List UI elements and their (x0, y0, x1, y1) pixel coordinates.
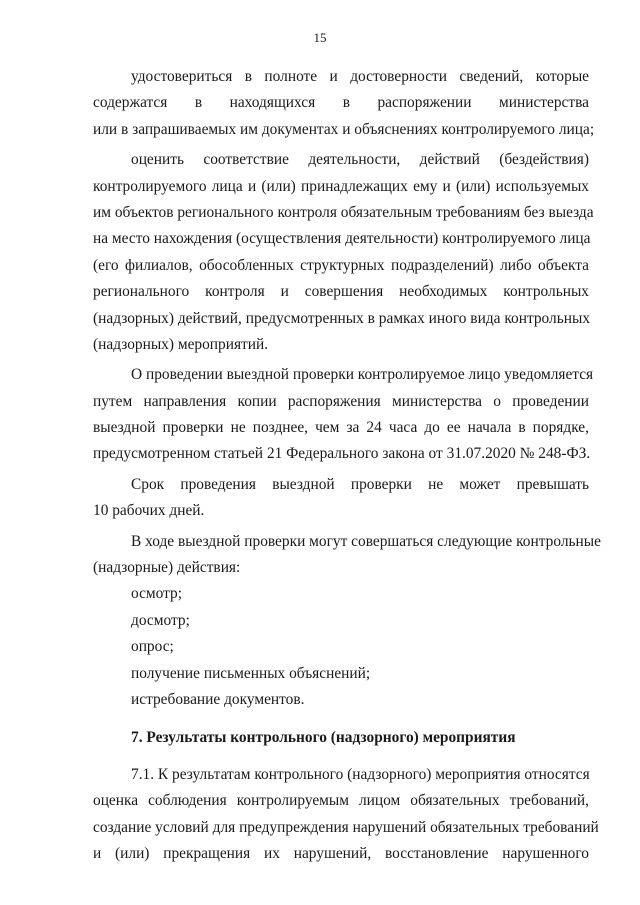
text-line: им объектов регионального контроля обязательным требованиям без выезда (93, 203, 594, 221)
text-line: В ходе выездной проверки могут совершаться следующие контрольные (131, 532, 601, 550)
list-item: истребование документов. (131, 690, 305, 708)
text-line: оценка соблюдения контролируемым лицом обязательных требований, (93, 792, 589, 810)
text-line: (его филиалов, обособленных структурных подразделений) либо объекта (93, 256, 589, 274)
text-line: удостовериться в полноте и достоверности сведений, которые (131, 68, 589, 85)
text-line: путем направления копии распоряжения министерства о проведении (93, 392, 589, 410)
text-line: (надзорные) действия: (93, 559, 241, 577)
text-line: выездной проверки не позднее, чем за 24 часа до ее начала в порядке, (93, 419, 589, 437)
paragraph-verify (93, 64, 595, 143)
text-line: 7.1. К результатам контрольного (надзорного) мероприятия относятся (131, 765, 590, 783)
page-number: 15 (313, 30, 327, 45)
text-line: оценить соответствие деятельности, действий (бездействия) (131, 151, 589, 169)
text-line: (надзорных) действий, предусмотренных в рамках иного вида контрольных (93, 309, 591, 327)
text-line: содержатся в находящихся в распоряжении министерства (93, 94, 589, 112)
actions-list (93, 581, 589, 713)
list-item: опрос; (131, 638, 174, 656)
paragraph-duration (93, 472, 589, 525)
text-line: 10 рабочих дней. (93, 502, 205, 520)
paragraph-actions (93, 529, 601, 582)
text-line: или в запрашиваемых им документах и объяснениях контролируемого лица; (93, 120, 595, 138)
text-line: регионального контроля и совершения необходимых контрольных (93, 283, 589, 301)
text-line: на место нахождения (осуществления деятельности) контролируемого лица (93, 230, 591, 248)
text-line: О проведении выездной проверки контролируемое лицо уведомляется (131, 366, 594, 384)
list-item: осмотр; (131, 585, 183, 603)
text-line: предусмотренном статьей 21 Федерального закона от 31.07.2020 № 248-ФЗ. (93, 445, 591, 463)
paragraph-assess (93, 147, 594, 358)
document-body (93, 64, 601, 867)
paragraph-results (93, 762, 599, 868)
text-line: контролируемого лица и (или) принадлежащих ему и (или) используемых (93, 177, 589, 195)
text-line: (надзорных) мероприятий. (93, 335, 269, 353)
section-heading: 7. Результаты контрольного (надзорного) мероприятия (131, 729, 516, 747)
text-line: и (или) прекращения их нарушений, восстановление нарушенного (93, 844, 589, 862)
list-item: досмотр; (131, 611, 190, 629)
text-line: Срок проведения выездной проверки не может превышать (131, 475, 589, 493)
list-item: получение письменных объяснений; (131, 664, 371, 682)
paragraph-notification (93, 362, 594, 468)
text-line: создание условий для предупреждения нарушений обязательных требований (93, 818, 599, 836)
